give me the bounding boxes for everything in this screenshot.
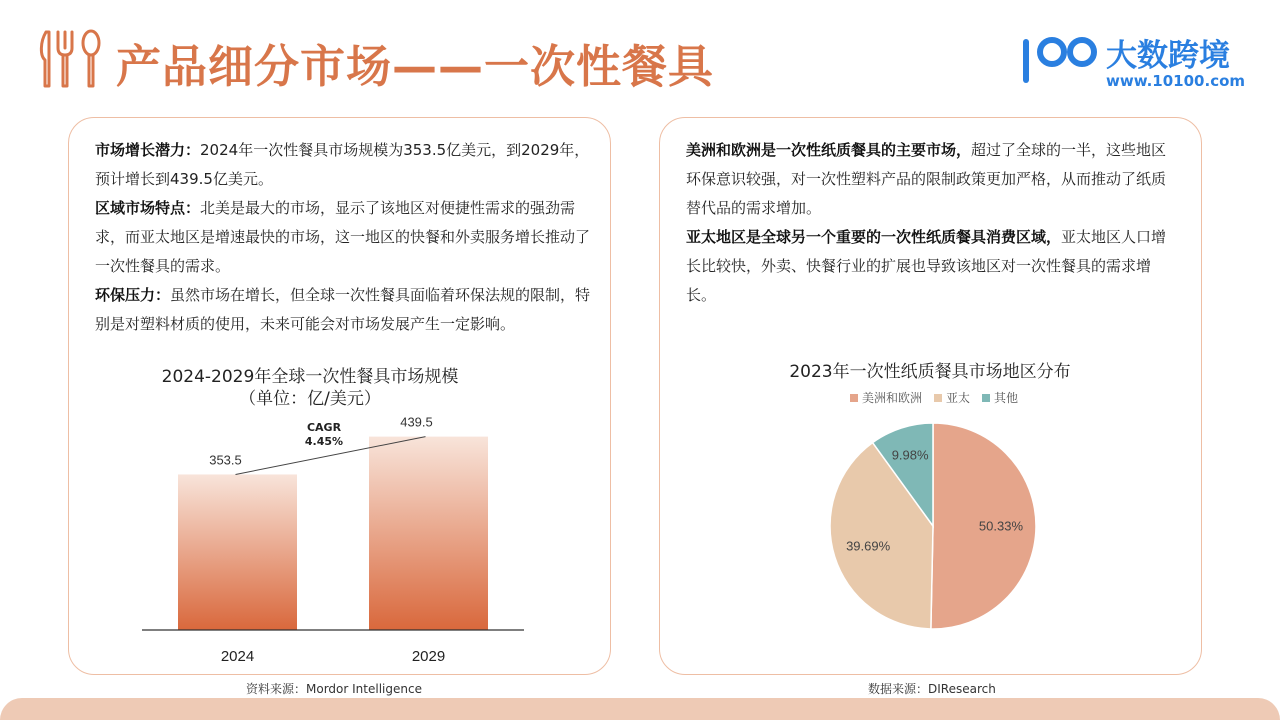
paragraph <box>95 194 595 281</box>
bar-chart-title <box>150 366 470 410</box>
utensils-icon <box>36 28 102 90</box>
paragraph-text: 超过了全球的一半，这些地区环保意识较强，对一次性塑料产品的限制政策更加严格，从而推动了纸质替代品的需求增加。 <box>686 141 1167 217</box>
brand-logo[interactable] <box>1018 30 1248 94</box>
paragraph <box>95 281 595 339</box>
paragraph-text: 北美是最大的市场，显示了该地区对便捷性需求的强劲需求，而亚太地区是增速最快的市场，这一地区的快餐和外卖服务增长推动了一次性餐具的需求。 <box>95 199 591 275</box>
x-tick-label: 2024 <box>220 648 255 665</box>
paragraph-label: 环保压力： <box>95 286 171 304</box>
legend-item <box>850 389 922 406</box>
paragraph-label: 亚太地区是全球另一个重要的一次性纸质餐具消费区域， <box>686 228 1062 246</box>
bar-chart-title-text: 2024-2029年全球一次性餐具市场规模 <box>161 367 459 387</box>
pie-slice-label: 9.98% <box>891 447 929 463</box>
pie-chart-title: 2023年一次性纸质餐具市场地区分布 <box>789 362 1071 382</box>
paragraph <box>686 136 1180 223</box>
pie-legend <box>850 389 1018 406</box>
paragraph <box>95 136 595 194</box>
legend-item <box>934 389 970 406</box>
paragraph-text: 亚太地区人口增长比较快，外卖、快餐行业的扩展也导致该地区对一次性餐具的需求增长。 <box>686 228 1167 304</box>
cagr-value: 4.45% <box>304 435 344 448</box>
bar-value-label: 439.5 <box>400 414 433 430</box>
bar <box>369 437 488 630</box>
paragraph-text: 虽然市场在增长，但全球一次性餐具面临着环保法规的限制，特别是对塑料材质的使用，未来可能会对市场发展产生一定影响。 <box>95 286 591 333</box>
legend-label: 美洲和欧洲 <box>862 391 923 405</box>
cagr-label: CAGR <box>306 421 342 434</box>
legend-label: 其他 <box>994 391 1019 405</box>
legend-label: 亚太 <box>946 391 971 405</box>
logo-mark-icon <box>1018 30 1104 86</box>
paragraph-label: 美洲和欧洲是一次性纸质餐具的主要市场， <box>686 141 972 159</box>
paragraph-label: 市场增长潜力： <box>95 141 201 159</box>
bottom-band <box>0 698 1280 720</box>
brand-name: 大数跨境 <box>1106 38 1230 74</box>
paragraph <box>686 223 1180 310</box>
right-paragraphs <box>686 136 1180 310</box>
legend-swatch <box>934 394 942 402</box>
header <box>0 0 1280 110</box>
bar-chart-subtitle: （单位：亿/美元） <box>239 389 381 409</box>
bar <box>178 474 297 630</box>
legend-item <box>982 389 1018 406</box>
pie-chart <box>820 420 1044 634</box>
brand-url[interactable]: www.10100.com <box>1106 72 1246 90</box>
legend-swatch <box>982 394 990 402</box>
paragraph-label: 区域市场特点： <box>95 199 201 217</box>
pie-slice-label: 50.33% <box>978 518 1024 534</box>
x-tick-label: 2029 <box>411 648 446 665</box>
legend-swatch <box>850 394 858 402</box>
pie-slice-label: 39.69% <box>846 538 891 554</box>
left-paragraphs <box>95 136 595 339</box>
left-source: 资料来源：Mordor Intelligence <box>246 682 422 696</box>
right-source: 数据来源：DIResearch <box>868 682 996 696</box>
bar-chart <box>130 410 540 675</box>
paragraph-text: 2024年一次性餐具市场规模为353.5亿美元，到2029年，预计增长到439.5亿美元。 <box>95 141 590 188</box>
page-title: 产品细分市场——一次性餐具 <box>116 40 715 93</box>
bar-value-label: 353.5 <box>209 452 242 468</box>
